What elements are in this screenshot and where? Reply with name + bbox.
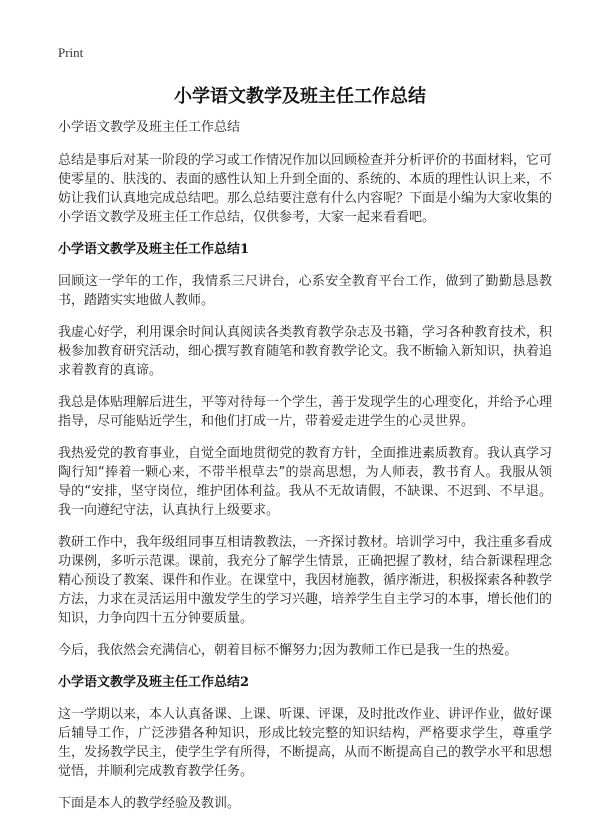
section-heading-2: 小学语文教学及班主任工作总结2	[58, 675, 250, 690]
paragraph: 我热爱党的教育事业，自觉全面地贯彻党的教育方针，全面推进素质教育。我认真学习陶行知“捧着一颗心来，不带半根草去”的崇高思想，为人师表，教书育人。我服从领导的“安排，坚守岗位，维护团体利益。我从不无故请假，不缺课、不迟到、不早退。我一向遵纪守法，认真执行上级要求。	[58, 446, 553, 518]
print-link[interactable]: Print	[58, 45, 84, 60]
paragraph: 我总是体贴理解后进生，平等对待每一个学生，善于发现学生的心理变化，并给予心理指导，尽可能贴近学生，和他们打成一片，带着爱走进学生的心灵世界。	[58, 395, 553, 429]
paragraph: 我虚心好学，利用课余时间认真阅读各类教育教学杂志及书籍，学习各种教育技术，积极参加教育研究活动，细心撰写教育随笔和教育教学论文。我不断输入新知识，执着追求着教育的真谛。	[58, 325, 553, 378]
paragraph: 今后，我依然会充满信心，朝着目标不懈努力;因为教师工作已是我一生的热爱。	[58, 643, 518, 658]
paragraph: 回顾这一学年的工作，我情系三尺讲台，心系安全教育平台工作，做到了勤勤恳恳教书，踏踏实实地做人教师。	[58, 274, 552, 308]
article-body	[58, 118, 552, 826]
intro-paragraph: 总结是事后对某一阶段的学习或工作情况作加以回顾检查并分析评价的书面材料，它可使零星的、肤浅的、表面的感性认知上升到全面的、系统的、本质的理性认识上来，不妨让我们认真地完成总结吧。那么总结要注意有什么内容呢？下面是小编为大家收集的小学语文教学及班主任工作总结，仅供参考，大家一起来看看吧。	[58, 153, 553, 225]
paragraph: 下面是本人的教学经验及教训。	[58, 796, 241, 811]
paragraph: 教研工作中，我年级组同事互相请教教法，一齐探讨教材。培训学习中，我注重多看成功课例，多听示范课。课前，我充分了解学生情景，正确把握了教材，结合新课程理念精心预设了教案、课件和作业。在课堂中，我因材施教，循序渐进，积极探索各种教学方法，力求在灵活运用中激发学生的学习兴趣，培养学生自主学习的本事，增长他们的知识，力争向四十五分钟要质量。	[58, 535, 553, 626]
section-heading-1: 小学语文教学及班主任工作总结1	[58, 242, 250, 257]
paragraph: 这一学期以来，本人认真备课、上课、听课、评课，及时批改作业、讲评作业，做好课后辅导工作，广泛涉猎各种知识，形成比较完整的知识结构，严格要求学生，尊重学生，发扬教学民主，使学生学有所得，不断提高，从而不断提高自己的教学水平和思想觉悟，并顺利完成教育教学任务。	[58, 707, 553, 779]
page-title: 小学语文教学及班主任工作总结	[174, 86, 426, 107]
article-subtitle: 小学语文教学及班主任工作总结	[58, 120, 241, 135]
